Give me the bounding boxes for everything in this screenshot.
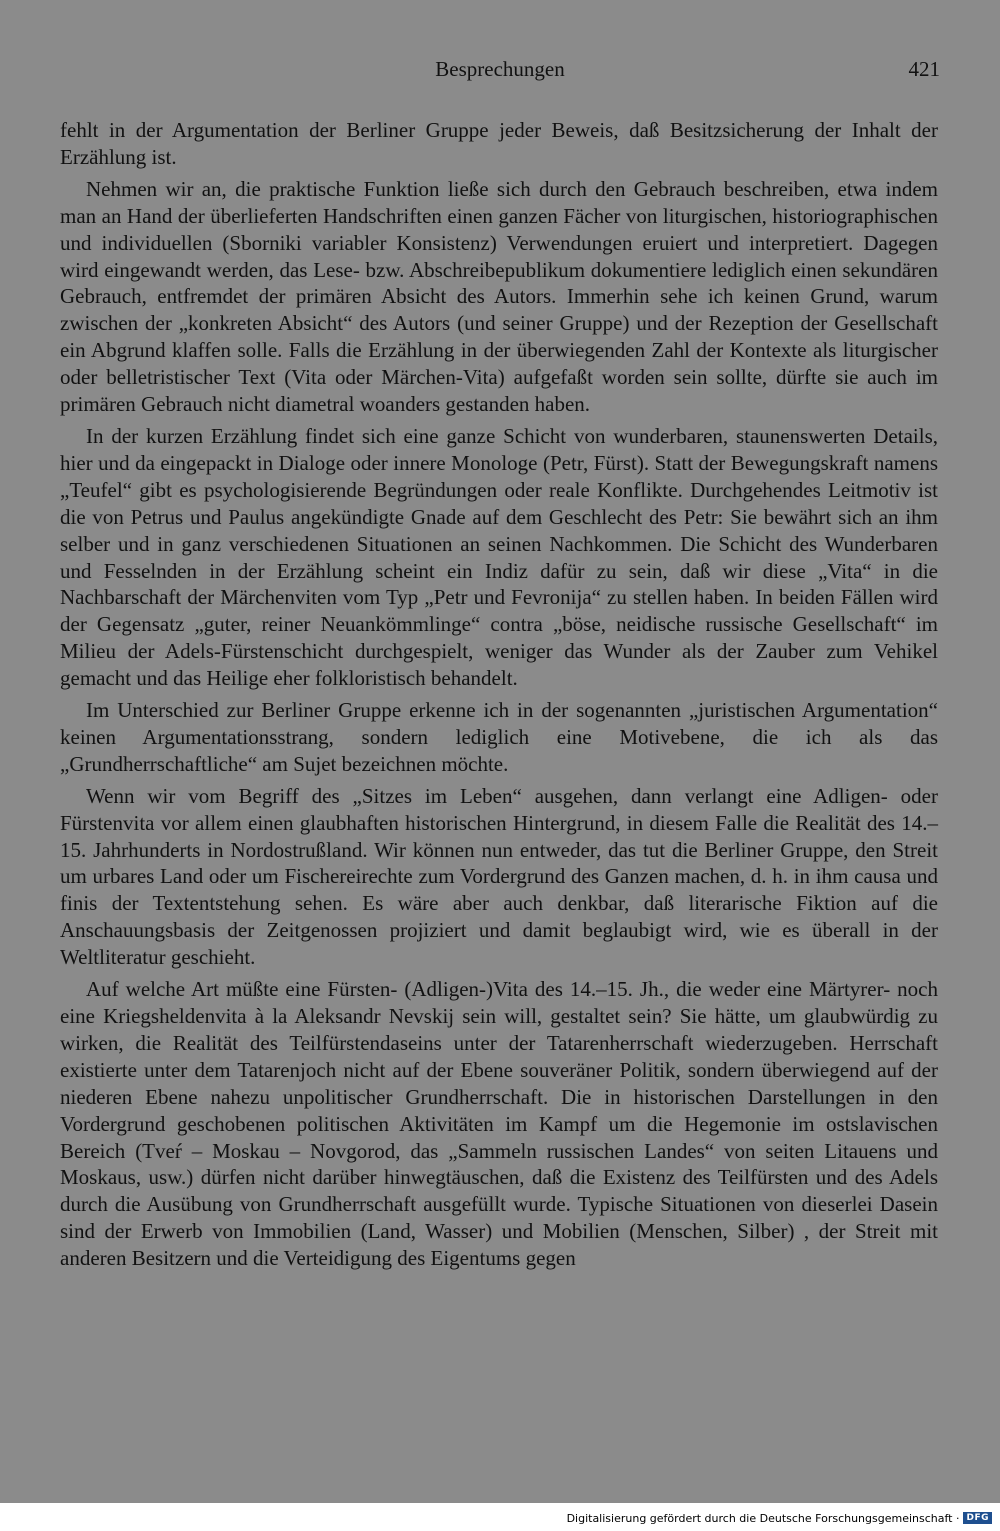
paragraph: fehlt in der Argumentation der Berliner Gruppe jeder Beweis, daß Besitzsicherung der Inhalt der Erzählung ist. (60, 118, 938, 169)
dfg-logo: DFG (963, 1512, 992, 1524)
credit-text: Digitalisierung gefördert durch die Deutsche Forschungsgemeinschaft · (566, 1511, 960, 1525)
page-number: 421 (908, 57, 940, 81)
paragraph: Wenn wir vom Begriff des „Sitzes im Leben“ ausgehen, dann verlangt eine Adligen- oder Fürstenvita vor allem einen glaubhaften historischen Hintergrund, in diesem Falle die Realität des 14.–15. Jahrhunderts in Nordostrußland. Wir können nun entweder, das tut die Berliner Gruppe, den Streit um urbares Land oder um Fischereirechte zum Vordergrund des Ganzen machen, d. h. in ihm causa und finis der Textentstehung sehen. Es wäre aber auch denkbar, daß literarische Fiktion auf die Anschauungsbasis der Zeitgenossen projiziert und damit beglaubigt wird, wie es überall in der Weltliteratur geschieht. (60, 783, 938, 970)
paragraph: Nehmen wir an, die praktische Funktion ließe sich durch den Gebrauch beschreiben, etwa indem man an Hand der überlieferten Handschriften einen ganzen Fächer von liturgischen, historiographischen und individuellen (Sborniki variabler Konsistenz) Verwendungen eruiert und interpretiert. Dagegen wird eingewandt werden, das Lese- bzw. Abschreibepublikum dokumentiere lediglich einen sekundären Gebrauch, entfremdet der primären Absicht des Autors. Immerhin sehe ich keinen Grund, warum zwischen der „konkreten Absicht“ des Autors (und seiner Gruppe) und der Rezeption der Gesellschaft ein Abgrund klaffen solle. Falls die Erzählung in der überwiegenden Zahl der Kontexte als liturgischer oder belletristischer Text (Vita oder Märchen-Vita) aufgefaßt worden sein sollte, dürfte sie auch im primären Gebrauch nicht diametral woanders gestanden haben. (60, 176, 938, 417)
paragraph: In der kurzen Erzählung findet sich eine ganze Schicht von wunderbaren, staunenswerten Details, hier und da eingepackt in Dialoge oder innere Monologe (Petr, Fürst). Statt der Bewegungskraft namens „Teufel“ gibt es psychologisierende Begründungen oder reale Konflikte. Durchgehendes Leitmotiv ist die von Petrus und Paulus angekündigte Gnade auf dem Geschlecht des Petr: Sie bewährt sich an ihm selber und in ganz verschiedenen Situationen an seinen Nachkommen. Die Schicht des Wunderbaren und Fesselnden in der Erzählung scheint ein Indiz dafür zu sein, daß wir diese „Vita“ in die Nachbarschaft der Märchenviten vom Typ „Petr und Fevronija“ zu stellen haben. In beiden Fällen wird der Gegensatz „guter, reiner Neuankömmlinge“ contra „böse, neidische russische Gesellschaft“ im Milieu der Adels-Fürstenschicht durchgespielt, weniger das Wunder als der Zauber zum Vehikel gemacht und das Heilige eher folkloristisch behandelt. (60, 423, 938, 691)
paragraph: Im Unterschied zur Berliner Gruppe erkenne ich in der sogenannten „juristischen Argumentation“ keinen Argumentationsstrang, sondern lediglich eine Motivebene, die ich als das „Grundherrschaftliche“ am Sujet bezeichnen möchte. (60, 698, 938, 776)
digitization-credit (567, 1509, 992, 1527)
body-text (60, 117, 938, 1277)
paragraph: Auf welche Art müßte eine Fürsten- (Adligen-)Vita des 14.–15. Jh., die weder eine Märtyrer- noch eine Kriegsheldenvita à la Aleksandr Nevskij sein will, gestaltet sein? Sie hätte, um glaubwürdig zu wirken, die Realität des Teilfürstendaseins unter der Tatarenherrschaft wiederzugeben. Herrschaft existierte unter dem Tatarenjoch nicht auf der Ebene souveräner Politik, sondern überwiegend auf der niederen Ebene nahezu unpolitischer Grundherrschaft. Die in historischen Darstellungen in den Vordergrund geschobenen politischen Aktivitäten im Kampf um die Hegemonie im ostslavischen Bereich (Tveŕ – Moskau – Novgorod, das „Sammeln russischen Landes“ von seiten Litauens und Moskaus, usw.) dürfen nicht darüber hinwegtäuschen, daß die Existenz des Teilfürsten und des Adels durch die Ausübung von Grundherrschaft ausgefüllt wurde. Typische Situationen von dieserlei Dasein sind der Erwerb von Immobilien (Land, Wasser) und Mobilien (Menschen, Silber) , der Streit mit anderen Besitzern und die Verteidigung des Eigentums gegen (60, 977, 938, 1271)
page-header (60, 55, 940, 87)
running-head: Besprechungen (435, 57, 565, 81)
